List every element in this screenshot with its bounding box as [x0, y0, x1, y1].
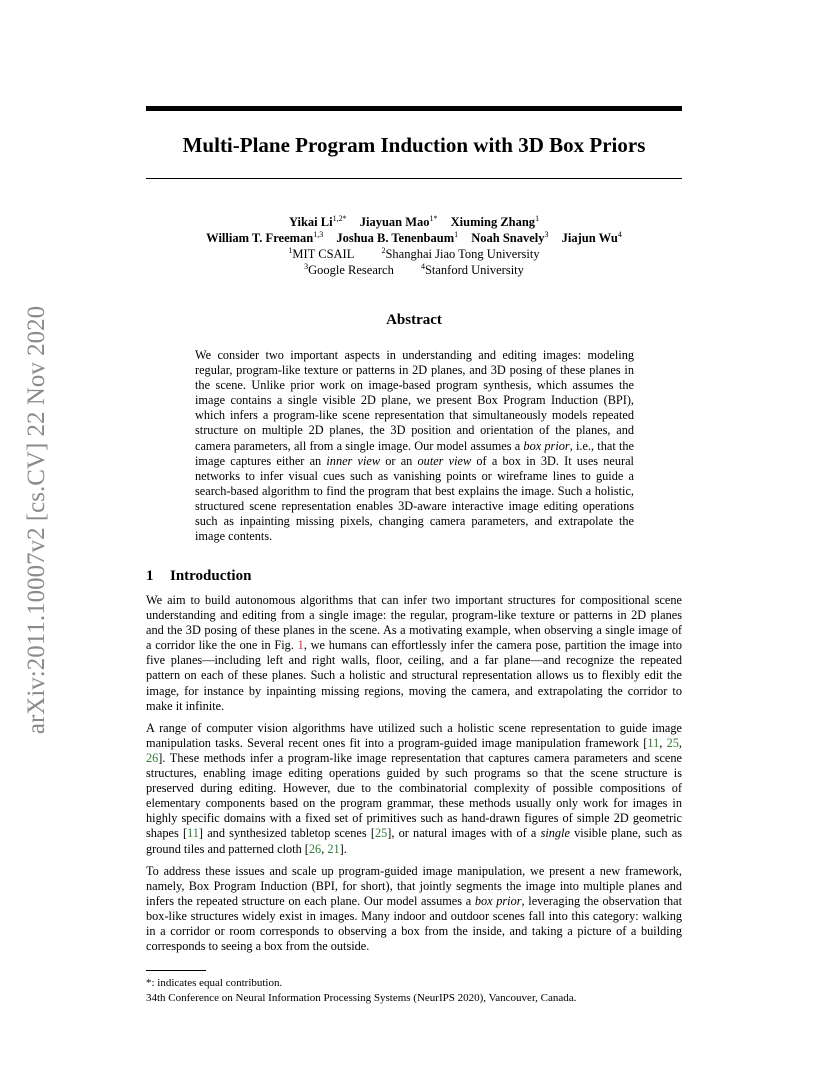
footnote-rule — [146, 970, 206, 971]
title-top-rule — [146, 106, 682, 111]
author-name: Noah Snavely — [471, 231, 545, 245]
author-name: William T. Freeman — [206, 231, 314, 245]
affiliation-name: Google Research — [308, 263, 394, 277]
author-affil-mark: 1,3 — [313, 230, 324, 239]
citation-link[interactable]: 26 — [146, 750, 159, 765]
author-affil-mark: 1* — [429, 214, 438, 223]
author-name: Jiajun Wu — [561, 231, 618, 245]
intro-paragraph-2: A range of computer vision algorithms have utilized such a holistic scene representation to guide image manipulation tasks. Several recent ones fit into a program-guided image manipulation framework [11, 25, 26]. These methods infer a program-like image representation that captures camera parameters and scene structures, enabling image editing operations guided by such programs so that the scene structure is preserved during editing. However, due to the combinatorial complexity of possible compositions of elementary components based on the program grammar, these methods usually only work for images in highly specific domains with a fixed set of primitives such as hand-drawn figures of simple 2D geometric shapes [11] and synthesized tabletop scenes [25], or natural images with of a single visible plane, such as ground tiles and patterned cloth [26, 21]. — [146, 720, 683, 856]
authors-row-2 — [146, 230, 682, 246]
abstract-heading: Abstract — [386, 312, 442, 328]
paper-title: Multi-Plane Program Induction with 3D Box Priors — [182, 133, 646, 157]
affil-mark: 3 — [304, 262, 309, 271]
section-title: Introduction — [170, 568, 252, 584]
affiliation-name: Stanford University — [424, 263, 524, 277]
author-name: Xiuming Zhang — [450, 215, 536, 229]
author-affil-mark: 1 — [454, 230, 459, 239]
arxiv-stamp: arXiv:2011.10007v2 [cs.CV] 22 Nov 2020 — [23, 305, 50, 735]
author-affil-mark: 4 — [617, 230, 622, 239]
author-affil-mark: 1 — [535, 214, 540, 223]
affiliation-name: Shanghai Jiao Tong University — [385, 247, 540, 261]
section-number: 1 — [146, 568, 154, 584]
abstract-text: We consider two important aspects in understanding and editing images: modeling regular, program-like texture or patterns in 2D planes, and 3D posing of these planes in the scene. Unlike prior work on image-based program synthesis, which assumes the image contains a single visible 2D plane, we present Box Program Induction (BPI), which infers a program-like scene representation that simultaneously models repeated structure on multiple 2D planes, the 3D position and orientation of the planes, and camera parameters, all from a single image. Our model assumes a box prior, i.e., that the image captures either an inner view or an outer view of a box in 3D. It uses neural networks to infer visual cues such as vanishing points or wireframe lines to guide a search-based algorithm to find the program that best explains the image. Such a holistic, structured scene representation enables 3D-aware interactive image editing operations such as inpainting missing pixels, changing camera parameters, and extrapolate the image contents. — [195, 348, 634, 544]
author-affil-mark: 3 — [544, 230, 549, 239]
citation-link[interactable]: 25 — [666, 735, 679, 750]
citation-link[interactable]: 25 — [374, 826, 388, 841]
author-name: Joshua B. Tenenbaum — [336, 231, 455, 245]
footnote-venue: 34th Conference on Neural Information Processing Systems (NeurIPS 2020), Vancouver, Canada. — [146, 991, 577, 1004]
intro-paragraph-1: We aim to build autonomous algorithms that can infer two important structures for compositional scene understanding and editing from a single image: the regular, program-like texture or patterns in 2D planes and the 3D posing of these planes in the scene. As a motivating example, when observing a single image of a corridor like the one in Fig. 1, we humans can effortlessly infer the camera pose, partition the image into five planes—including left and right walls, floor, ceiling, and a far plane—and recognize the repeated pattern on each of these planes. Such a holistic and structural representation allows us to flexibly edit the image, for instance by inpainting missing regions, moving the camera, and extrapolating the corridor to make it infinite. — [146, 593, 683, 713]
authors-row-1 — [146, 214, 682, 230]
affiliations-row-2 — [146, 262, 682, 278]
title-bottom-rule — [146, 178, 682, 179]
author-affil-mark: 1,2* — [332, 214, 347, 223]
affil-mark: 4 — [420, 262, 425, 271]
author-name: Yikai Li — [288, 215, 333, 229]
author-name: Jiayuan Mao — [359, 215, 430, 229]
footnotes — [146, 976, 682, 1005]
author-block — [146, 214, 682, 278]
affiliations-row-1 — [146, 246, 682, 262]
footnote-equal-contribution: *: indicates equal contribution. — [146, 977, 283, 989]
affiliation-name: MIT CSAIL — [292, 247, 355, 261]
affil-mark: 1 — [288, 246, 293, 255]
citation-link[interactable]: 21 — [327, 841, 340, 856]
intro-paragraph-3: To address these issues and scale up program-guided image manipulation, we present a new framework, namely, Box Program Induction (BPI, for short), that jointly segments the image into multiple planes and infers the repeated structure on each plane. Our model assumes a box prior, leveraging the observation that box-like structures widely exist in images. Many indoor and outdoor scenes fall into this category: walking in a corridor or room corresponds to observing a box from the inside, and taking a picture of a building corresponds to seeing a box from the outside. — [146, 863, 683, 954]
section-heading-introduction — [146, 566, 682, 586]
figure-ref-link[interactable]: 1 — [297, 638, 304, 653]
citation-link[interactable]: 11 — [647, 735, 660, 750]
affil-mark: 2 — [381, 246, 386, 255]
introduction-body — [146, 593, 682, 961]
citation-link[interactable]: 26 — [308, 841, 322, 856]
citation-link[interactable]: 11 — [187, 826, 199, 841]
